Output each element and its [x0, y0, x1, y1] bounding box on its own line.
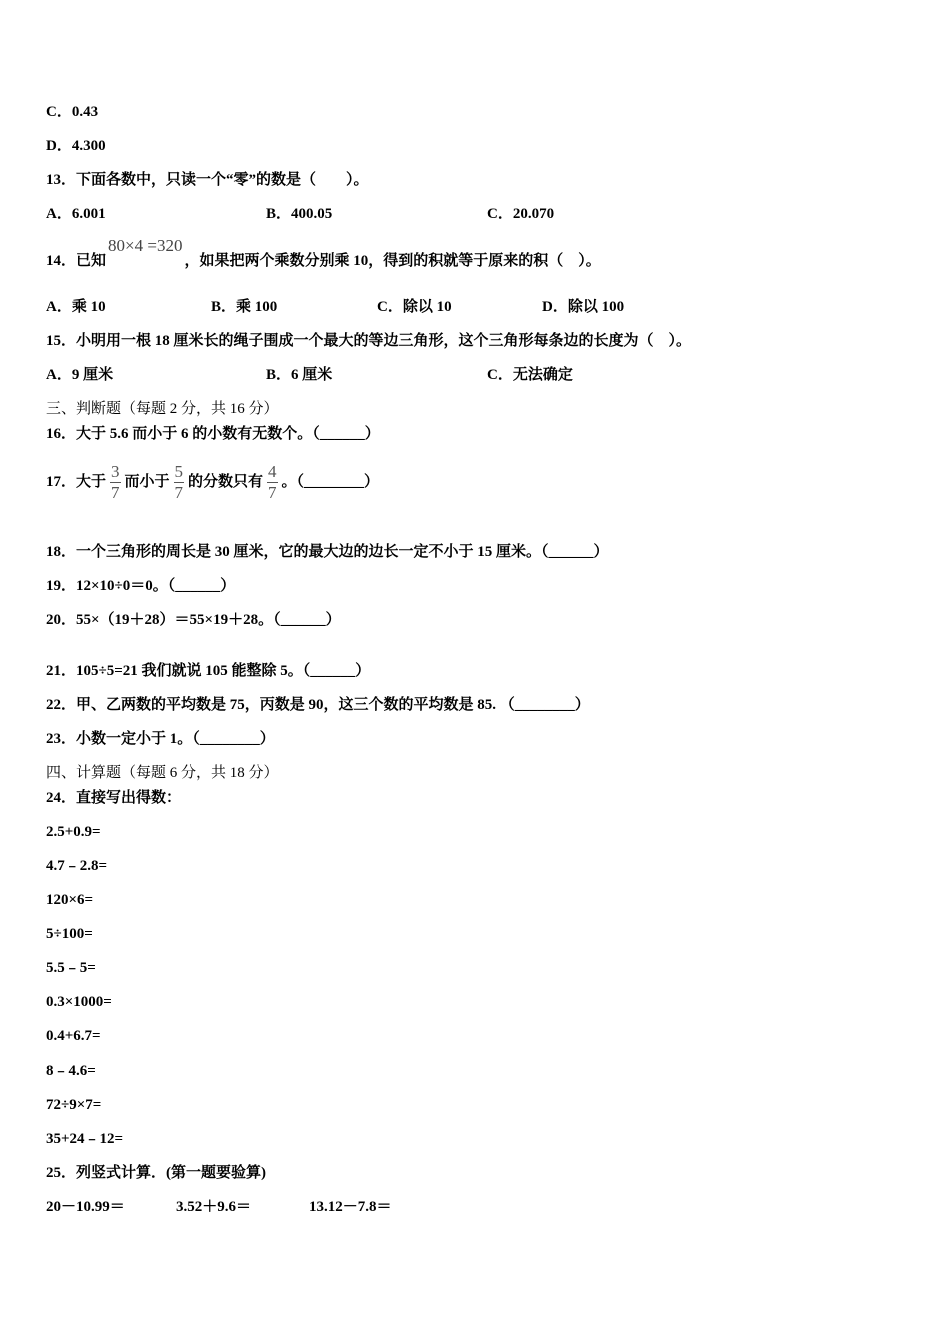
q14-prefix: 14．已知	[46, 253, 107, 269]
q14-option-c: C．除以 10	[377, 299, 452, 315]
q15-option-b: B．6 厘米	[266, 367, 333, 383]
q21: 21．105÷5=21 我们就说 105 能整除 5。（______）	[46, 663, 371, 679]
q24-item-6: 0.3×1000=	[46, 994, 112, 1010]
q14-stem	[46, 236, 601, 271]
q17-fraction-1: $\frac{3}{7}$	[111, 462, 120, 503]
q16: 16．大于 5.6 而小于 6 的小数有无数个。（______）	[46, 426, 380, 442]
q17-middle: 而小于	[124, 474, 170, 490]
q25-item-1: 20－10.99＝	[46, 1199, 125, 1215]
q14-suffix: ，如果把两个乘数分别乘 10，得到的积就等于原来的积（ ）。	[184, 253, 601, 269]
q24-item-5: 5.5﹣5=	[46, 960, 96, 976]
q13-stem: 13．下面各数中，只读一个“零”的数是（ ）。	[46, 172, 369, 188]
q13-option-c: C．20.070	[487, 206, 555, 222]
q17-suffix: 。（________）	[281, 474, 380, 490]
q22: 22．甲、乙两数的平均数是 75，丙数是 90，这三个数的平均数是 85. （________）	[46, 697, 590, 713]
q17	[46, 461, 379, 503]
q17-fraction-3: $\frac{4}{7}$	[268, 462, 277, 503]
q18: 18．一个三角形的周长是 30 厘米，它的最大边的边长一定不小于 15 厘米。（______）	[46, 544, 609, 560]
q24-stem: 24．直接写出得数：	[46, 790, 182, 806]
q24-item-8: 8﹣4.6=	[46, 1063, 96, 1079]
q14-option-b: B．乘 100	[211, 299, 278, 315]
section3-title: 三、判断题（每题 2 分，共 16 分）	[46, 401, 279, 417]
section4-title: 四、计算题（每题 6 分，共 18 分）	[46, 765, 279, 781]
q24-item-2: 4.7﹣2.8=	[46, 858, 108, 874]
q13-option-b: B．400.05	[266, 206, 333, 222]
q25-item-2: 3.52＋9.6＝	[176, 1199, 252, 1215]
q17-middle2: 的分数只有	[188, 474, 264, 490]
q24-item-1: 2.5+0.9=	[46, 824, 101, 840]
q14-option-d: D．除以 100	[542, 299, 625, 315]
q17-prefix: 17．大于	[46, 474, 107, 490]
q14-formula: 80×4 =320	[108, 236, 183, 255]
q20: 20．55×（19＋28）＝55×19＋28。（______）	[46, 612, 341, 628]
q24-item-4: 5÷100=	[46, 926, 93, 942]
q25-stem: 25．列竖式计算．(第一题要验算)	[46, 1165, 266, 1181]
q13-option-a: A．6.001	[46, 206, 106, 222]
q24-item-9: 72÷9×7=	[46, 1097, 102, 1113]
q14-option-a: A．乘 10	[46, 299, 106, 315]
q24-item-7: 0.4+6.7=	[46, 1028, 101, 1044]
q19: 19．12×10÷0＝0。（______）	[46, 578, 236, 594]
q15-stem: 15．小明用一根 18 厘米长的绳子围成一个最大的等边三角形，这个三角形每条边的长度为（ ）。	[46, 333, 692, 349]
q12-option-d: D．4.300	[46, 138, 106, 154]
q17-fraction-2: $\frac{5}{7}$	[174, 462, 184, 503]
q12-option-c: C．0.43	[46, 104, 99, 120]
q15-option-c: C．无法确定	[487, 367, 573, 383]
q24-item-3: 120×6=	[46, 892, 94, 908]
q15-option-a: A．9 厘米	[46, 367, 114, 383]
q24-item-10: 35+24﹣12=	[46, 1131, 124, 1147]
q25-item-3: 13.12－7.8＝	[309, 1199, 392, 1215]
q23: 23．小数一定小于 1。（________）	[46, 731, 275, 747]
